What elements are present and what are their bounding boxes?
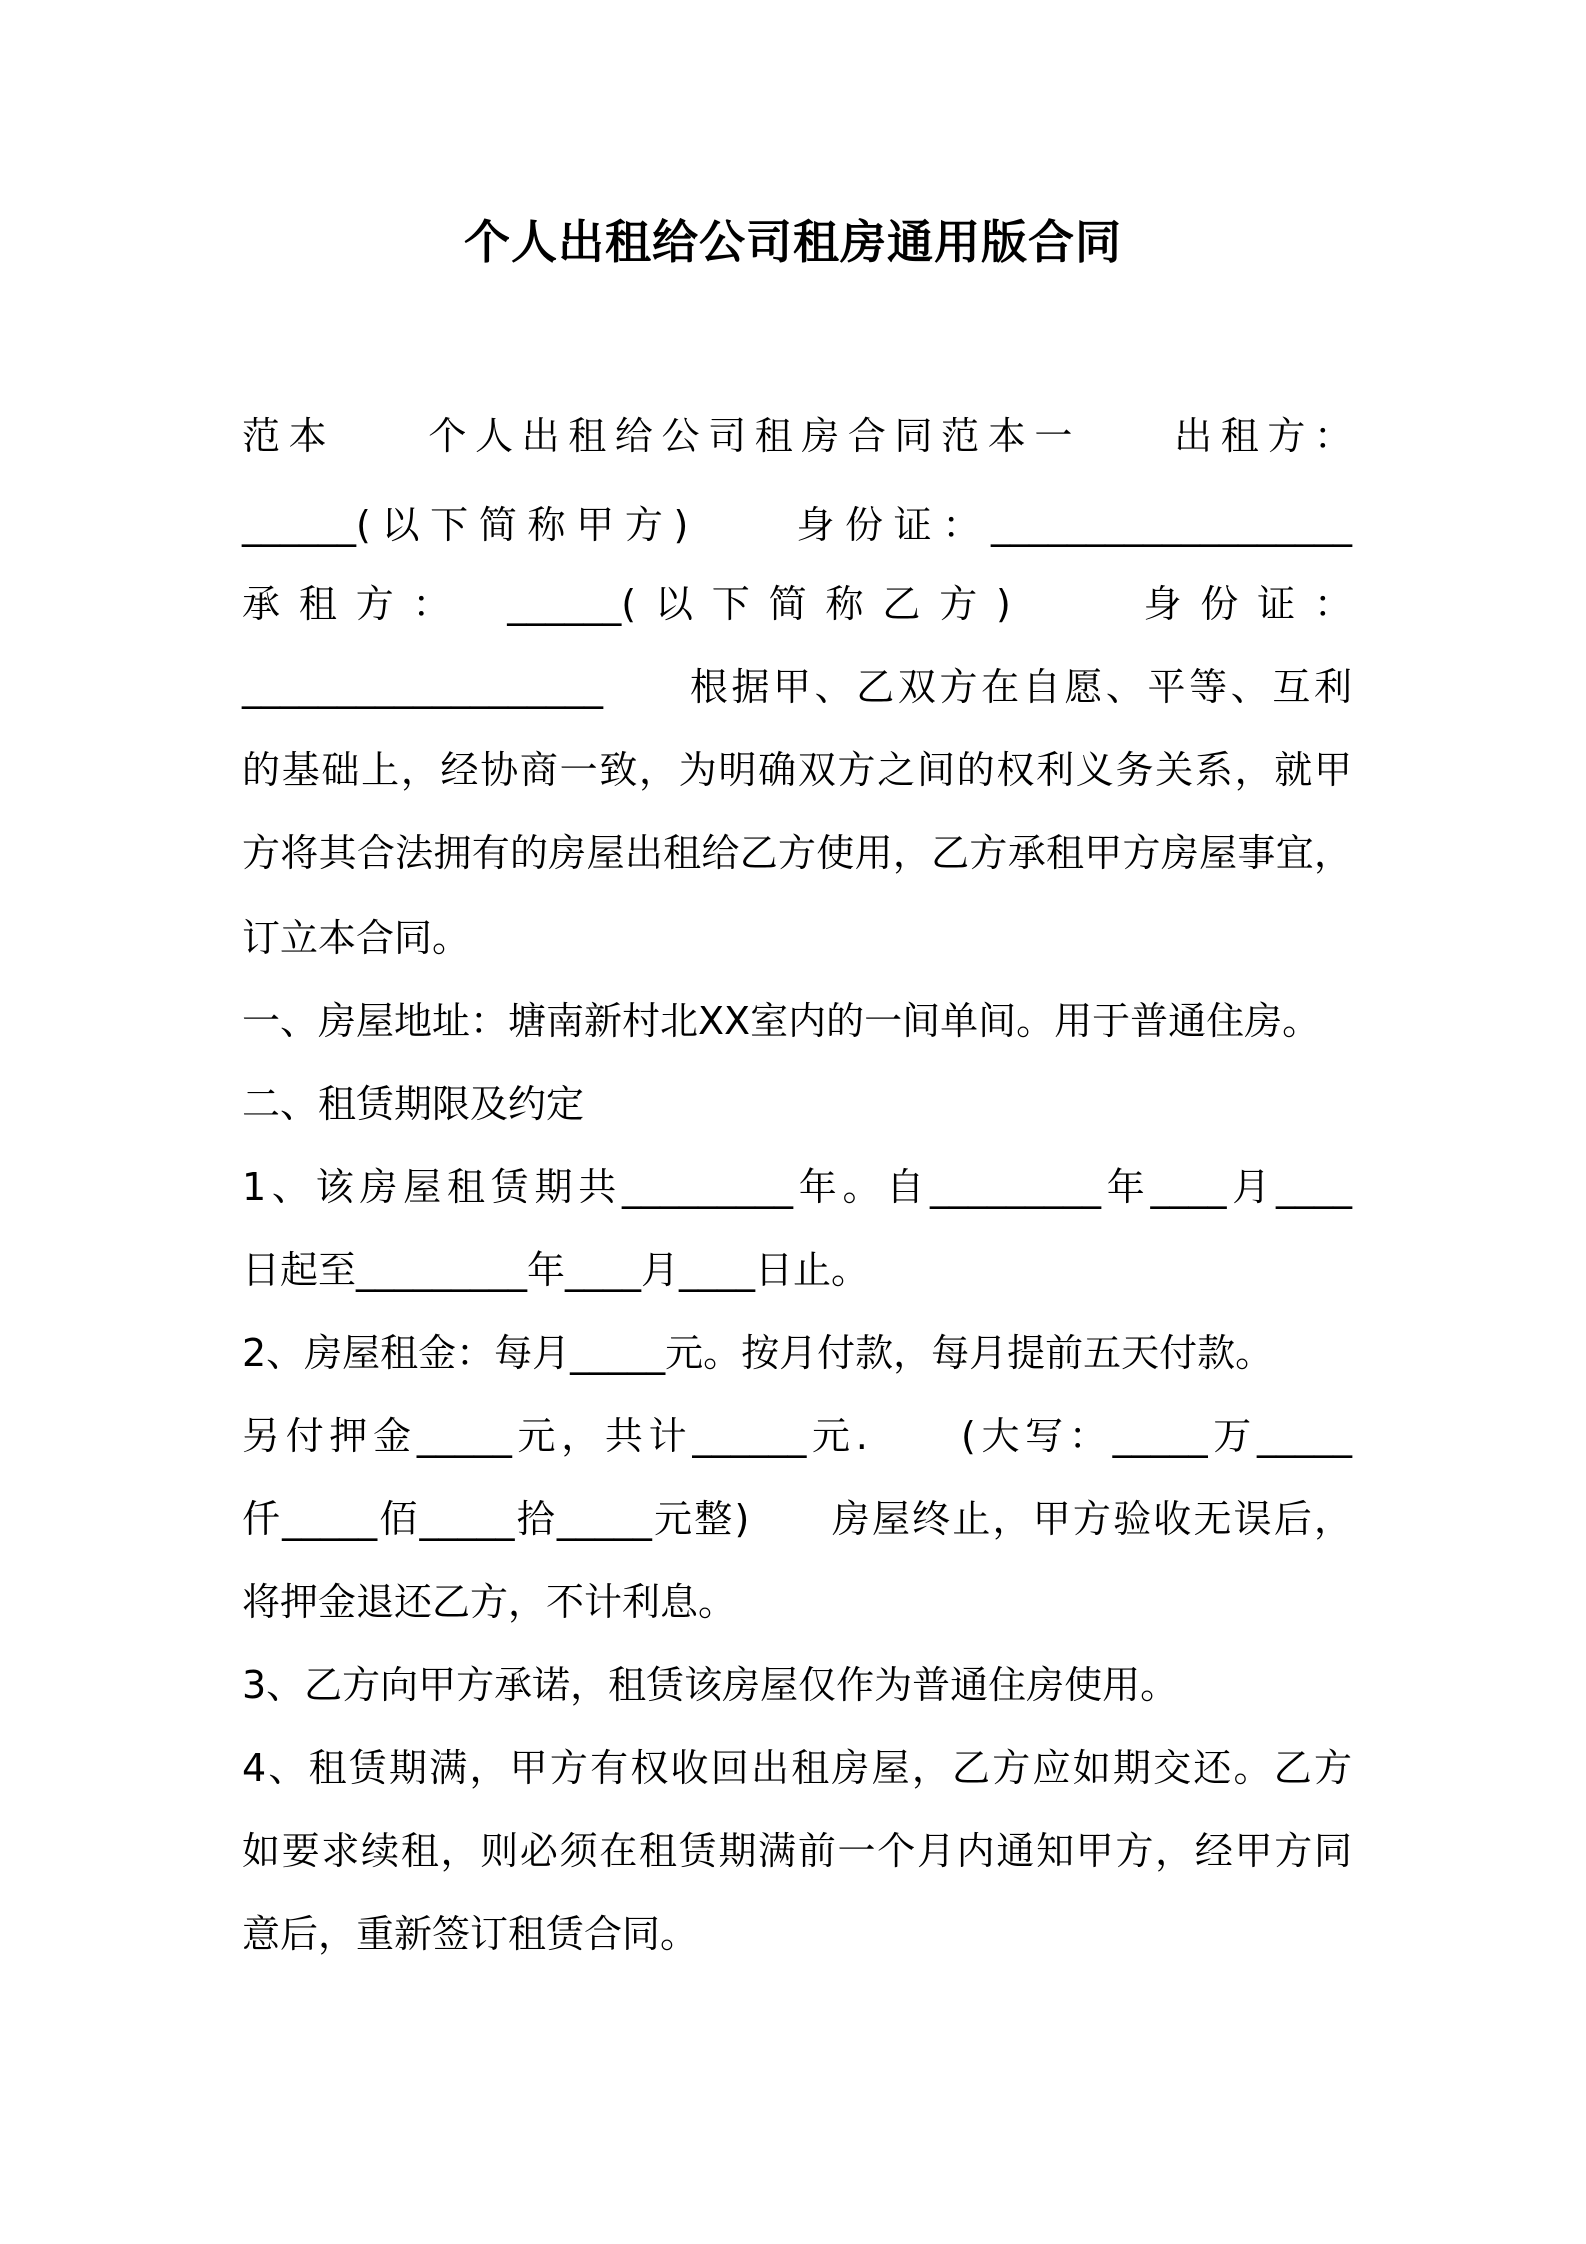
text-line-14: 仟_____佰_____拾_____元整) 房屋终止，甲方验收无误后， [242,1497,1352,1541]
text-line-19: 意后，重新签订租赁合同。 [242,1912,699,1956]
text-line-18: 如要求续租，则必须在租赁期满前一个月内通知甲方，经甲方同 [242,1829,1352,1873]
text-line-13: 另付押金_____元，共计______元. (大写：_____万_____ [242,1414,1352,1458]
text-line-12: 2、房屋租金：每月_____元。按月付款，每月提前五天付款。 [242,1331,1274,1375]
text-line-7: 订立本合同。 [242,916,471,960]
text-line-11: 日起至_________年____月____日止。 [242,1248,870,1292]
text-line-4: ___________________ 根据甲、乙双方在自愿、平等、互利 [242,665,1352,709]
text-line-6: 方将其合法拥有的房屋出租给乙方使用，乙方承租甲方房屋事宜， [242,831,1352,875]
text-line-3: 承租方： ______(以下简称乙方) 身份证： [242,582,1352,626]
text-line-17: 4、租赁期满，甲方有权收回出租房屋，乙方应如期交还。乙方 [242,1746,1352,1790]
document-title: 个人出租给公司租房通用版合同 [464,215,1122,269]
text-line-15: 将押金退还乙方，不计利息。 [242,1580,737,1624]
text-line-16: 3、乙方向甲方承诺，租赁该房屋仅作为普通住房使用。 [242,1663,1179,1707]
text-line-1: 范本 个人出租给公司租房合同范本一 出租方： [242,414,1352,458]
text-line-9: 二、租赁期限及约定 [242,1082,585,1126]
text-line-10: 1、该房屋租赁期共_________年。自_________年____月____ [242,1165,1352,1209]
text-line-8: 一、房屋地址：塘南新村北XX室内的一间单间。用于普通住房。 [242,999,1321,1043]
text-line-2: ______(以下简称甲方) 身份证：___________________ [242,503,1352,547]
text-line-5: 的基础上，经协商一致，为明确双方之间的权利义务关系，就甲 [242,748,1352,792]
